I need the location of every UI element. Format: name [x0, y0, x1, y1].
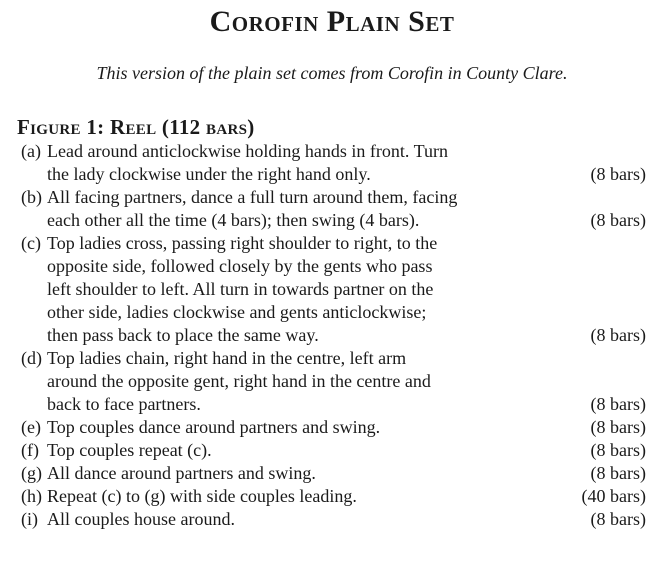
step-letter: (d)	[21, 348, 42, 368]
step-line: Top couples repeat (c).	[47, 440, 212, 460]
step-line: All dance around partners and swing.	[47, 463, 316, 483]
step-letter: (e)	[21, 417, 41, 437]
step-line: other side, ladies clockwise and gents anticlockwise;	[47, 302, 427, 322]
step-description	[47, 186, 547, 232]
step-item	[0, 140, 664, 186]
step-line: Top couples dance around partners and swing.	[47, 417, 381, 437]
step-letter: (c)	[21, 233, 41, 253]
step-item	[0, 416, 664, 439]
step-item	[0, 508, 664, 531]
step-line: then pass back to place the same way.	[47, 325, 319, 345]
step-bar-count: (8 bars)	[590, 463, 646, 483]
step-bar-count: (8 bars)	[590, 325, 646, 345]
step-description	[47, 485, 547, 508]
step-item	[0, 186, 664, 232]
step-description	[47, 416, 547, 439]
step-line: All facing partners, dance a full turn around them, facing	[47, 187, 458, 207]
figure-steps-list	[0, 140, 664, 531]
step-letter: (f)	[21, 440, 39, 460]
step-bar-count: (40 bars)	[581, 486, 646, 506]
step-item	[0, 462, 664, 485]
step-item	[0, 485, 664, 508]
step-line: each other all the time (4 bars); then swing (4 bars).	[47, 210, 420, 230]
step-item	[0, 439, 664, 462]
step-letter: (a)	[21, 141, 41, 161]
step-line: opposite side, followed closely by the gents who pass	[47, 256, 433, 276]
step-line: All couples house around.	[47, 509, 235, 529]
step-description	[47, 140, 547, 186]
step-bar-count: (8 bars)	[590, 210, 646, 230]
step-letter: (g)	[21, 463, 42, 483]
step-line: Lead around anticlockwise holding hands in front. Turn	[47, 141, 448, 161]
step-line: left shoulder to left. All turn in towards partner on the	[47, 279, 434, 299]
step-bar-count: (8 bars)	[590, 509, 646, 529]
page-subtitle: This version of the plain set comes from Corofin in County Clare.	[96, 63, 568, 83]
step-description	[47, 439, 547, 462]
step-line: the lady clockwise under the right hand only.	[47, 164, 371, 184]
step-letter: (b)	[21, 187, 42, 207]
step-line: back to face partners.	[47, 394, 201, 414]
step-description	[47, 347, 547, 416]
step-line: Top ladies cross, passing right shoulder to right, to the	[47, 233, 438, 253]
step-description	[47, 462, 547, 485]
page-title: Corofin Plain Set	[209, 5, 455, 38]
step-line: Top ladies chain, right hand in the centre, left arm	[47, 348, 407, 368]
step-item	[0, 347, 664, 416]
step-description	[47, 232, 547, 347]
step-line: Repeat (c) to (g) with side couples leading.	[47, 486, 357, 506]
step-bar-count: (8 bars)	[590, 394, 646, 414]
step-item	[0, 232, 664, 347]
step-letter: (i)	[21, 509, 38, 529]
step-description	[47, 508, 547, 531]
step-line: around the opposite gent, right hand in the centre and	[47, 371, 431, 391]
step-bar-count: (8 bars)	[590, 440, 646, 460]
figure-heading: Figure 1: Reel (112 bars)	[17, 115, 255, 139]
step-bar-count: (8 bars)	[590, 417, 646, 437]
step-letter: (h)	[21, 486, 42, 506]
step-bar-count: (8 bars)	[590, 164, 646, 184]
